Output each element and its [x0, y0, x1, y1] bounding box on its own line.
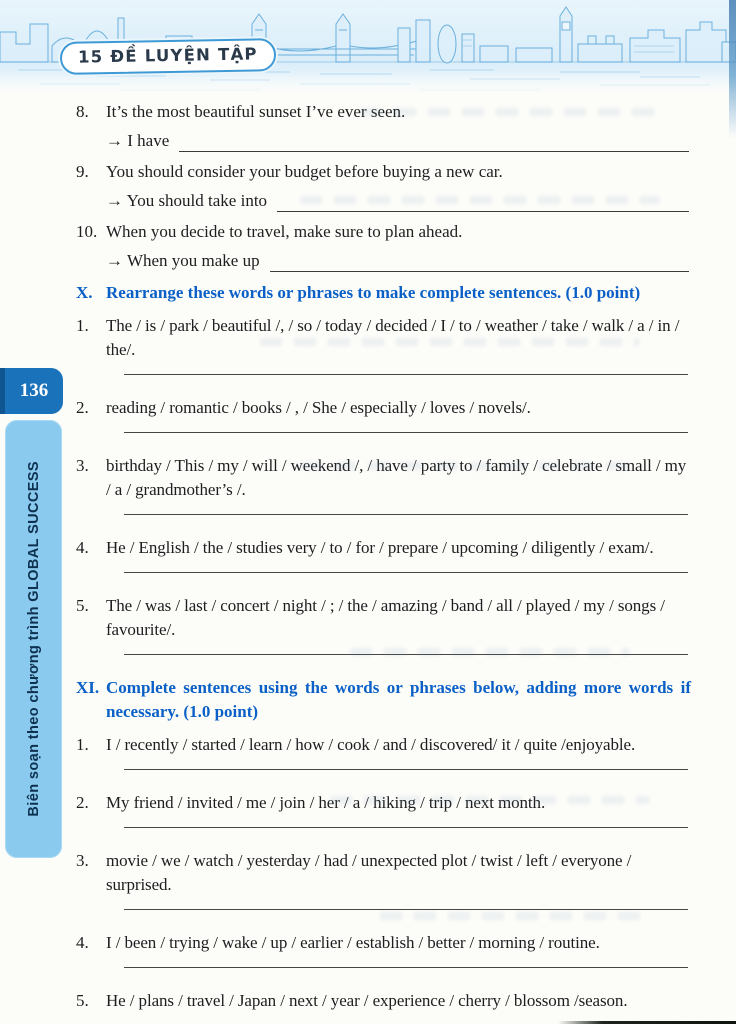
answer-line	[124, 654, 688, 655]
question-item	[76, 791, 691, 828]
answer-line	[124, 769, 688, 770]
question-item	[76, 396, 691, 433]
item-number: 10.	[76, 222, 98, 241]
question-item	[76, 314, 691, 375]
page-number: 136	[19, 380, 49, 401]
sidebar-program-tab	[5, 420, 62, 858]
scan-edge-top-right	[729, 0, 736, 138]
question-text: I / recently / started / learn / how / cook / and / discovered/ it / quite /enjoyable.	[106, 735, 636, 754]
section-xi-header	[76, 676, 691, 724]
question-text: reading / romantic / books / , / She / especially / loves / novels/.	[106, 398, 531, 417]
section-label: XI.	[76, 678, 100, 697]
page-number-tab	[0, 368, 63, 414]
item-number: 5.	[76, 991, 89, 1010]
answer-fill-line	[270, 252, 689, 272]
question-text: birthday / This / my / will / weekend /, / have / party to / family / celebrate / small / my / a / grandmother’s /.	[106, 456, 687, 499]
item-sentence: It’s the most beautiful sunset I’ve ever seen.	[106, 102, 406, 121]
item-number: 1.	[76, 735, 89, 754]
item-number: 8.	[76, 102, 89, 121]
rewrite-item	[76, 221, 691, 272]
question-item	[76, 849, 691, 910]
rewrite-item	[76, 101, 691, 152]
answer-fill-line	[277, 192, 689, 212]
rewrite-arrow-prefix: → When you make up	[106, 251, 260, 270]
answer-line	[124, 514, 688, 515]
sidebar-program-label: Biên soạn theo chương trình GLOBAL SUCCESS	[25, 461, 42, 817]
question-text: He / English / the / studies very / to / for / prepare / upcoming / diligently / exam/.	[106, 538, 654, 557]
rewrite-arrow-prefix: → You should take into	[106, 191, 268, 210]
question-text: The / is / park / beautiful /, / so / today / decided / I / to / weather / take / walk / a / in / the/.	[106, 316, 680, 359]
question-item	[76, 454, 691, 515]
question-text: My friend / invited / me / join / her / a / hiking / trip / next month.	[106, 793, 546, 812]
answer-line	[124, 909, 688, 910]
item-number: 1.	[76, 316, 89, 335]
section-x-header	[76, 281, 691, 305]
question-item	[76, 989, 691, 1024]
item-number: 3.	[76, 456, 89, 475]
item-sentence: When you decide to travel, make sure to plan ahead.	[106, 222, 463, 241]
question-item	[76, 733, 691, 770]
practice-tests-badge	[60, 38, 276, 75]
answer-line	[124, 374, 688, 375]
answer-line	[124, 572, 688, 573]
item-number: 2.	[76, 398, 89, 417]
rewrite-arrow-prefix: → I have	[106, 131, 170, 150]
item-number: 2.	[76, 793, 89, 812]
item-number: 9.	[76, 162, 89, 181]
exercise-content	[76, 95, 691, 1024]
item-number: 4.	[76, 538, 89, 557]
question-item	[76, 536, 691, 573]
question-text: movie / we / watch / yesterday / had / unexpected plot / twist / left / everyone / surprised.	[106, 851, 632, 894]
badge-label: 15 ĐỀ LUYỆN TẬP	[77, 44, 258, 67]
banner-illustration	[0, 0, 736, 95]
rewrite-item	[76, 161, 691, 212]
section-label: X.	[76, 283, 93, 302]
question-item	[76, 594, 691, 655]
question-text: He / plans / travel / Japan / next / year / experience / cherry / blossom /season.	[106, 991, 628, 1010]
answer-fill-line	[179, 132, 689, 152]
item-sentence: You should consider your budget before buying a new car.	[106, 162, 503, 181]
question-text: I / been / trying / wake / up / earlier / establish / better / morning / routine.	[106, 933, 600, 952]
question-item	[76, 931, 691, 968]
answer-line	[124, 967, 688, 968]
section-title: Complete sentences using the words or phrases below, adding more words if necessary. (1.0 point)	[106, 678, 691, 721]
item-number: 4.	[76, 933, 89, 952]
item-number: 5.	[76, 596, 89, 615]
section-title: Rearrange these words or phrases to make complete sentences. (1.0 point)	[106, 283, 641, 302]
answer-line	[124, 827, 688, 828]
answer-line	[124, 432, 688, 433]
item-number: 3.	[76, 851, 89, 870]
question-text: The / was / last / concert / night / ; / the / amazing / band / all / played / my / songs / favourite/.	[106, 596, 665, 639]
